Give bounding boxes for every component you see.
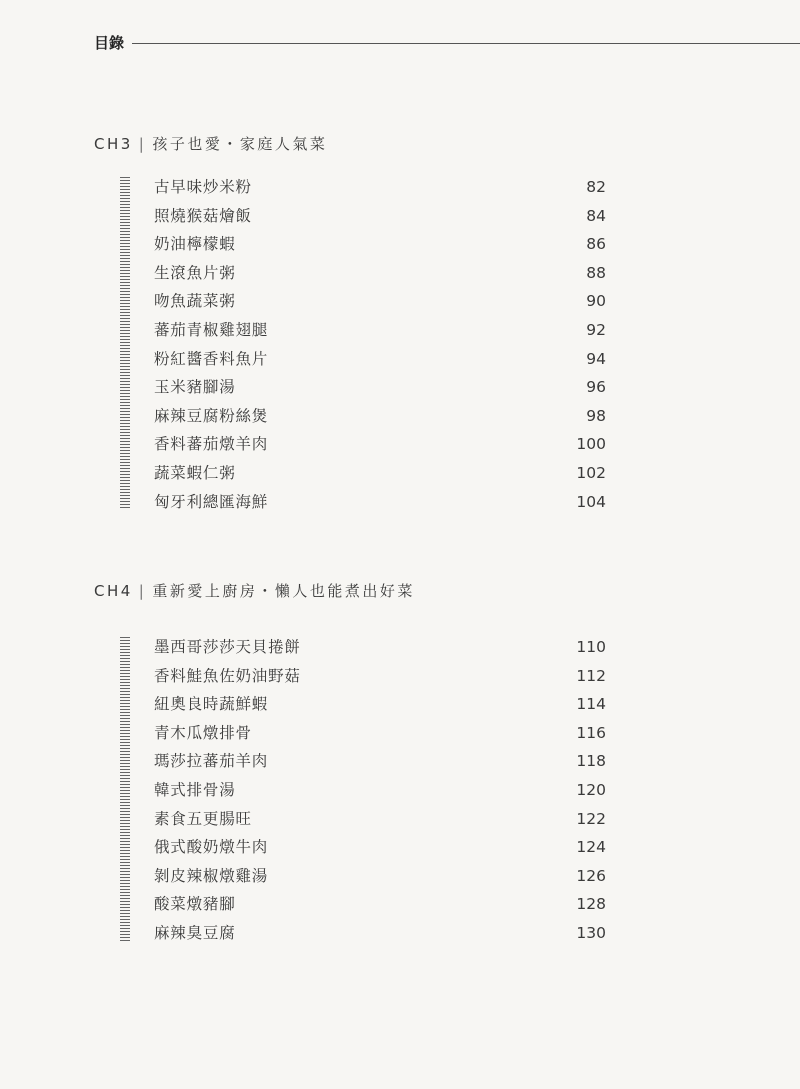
toc-entry[interactable] [154, 287, 606, 316]
header-rule [132, 43, 800, 44]
toc-entry[interactable] [154, 833, 606, 862]
entry-title: 韓式排骨湯 [154, 780, 236, 799]
entry-page-number: 88 [586, 263, 606, 282]
toc-entry[interactable] [154, 173, 606, 202]
toc-list [154, 633, 606, 948]
entry-page-number: 122 [576, 809, 606, 828]
entry-title: 吻魚蔬菜粥 [154, 292, 236, 311]
toc-entry[interactable] [154, 459, 606, 488]
entry-title: 紐奧良時蔬鮮蝦 [154, 695, 269, 714]
entry-title: 青木瓜燉排骨 [154, 723, 252, 742]
chapter-section-ch4 [94, 580, 614, 945]
entry-title: 麻辣豆腐粉絲煲 [154, 406, 269, 425]
entry-title: 蕃茄青椒雞翅腿 [154, 320, 269, 339]
entry-page-number: 114 [576, 695, 606, 714]
entry-title: 瑪莎拉蕃茄羊肉 [154, 752, 269, 771]
toc-entry[interactable] [154, 430, 606, 459]
entry-title: 香料鮭魚佐奶油野菇 [154, 666, 301, 685]
toc-entry[interactable] [154, 890, 606, 919]
entry-page-number: 100 [576, 435, 606, 454]
header-title: 目錄 [94, 34, 125, 52]
entry-page-number: 126 [576, 866, 606, 885]
entry-page-number: 128 [576, 895, 606, 914]
entry-page-number: 86 [586, 235, 606, 254]
entry-title: 匈牙利總匯海鮮 [154, 492, 269, 511]
toc-entry[interactable] [154, 202, 606, 231]
entry-title: 蔬菜蝦仁粥 [154, 463, 236, 482]
entry-title: 香料蕃茄燉羊肉 [154, 435, 269, 454]
entry-title: 古早味炒米粉 [154, 178, 252, 196]
entry-page-number: 110 [576, 638, 606, 656]
entry-title: 剝皮辣椒燉雞湯 [154, 866, 269, 885]
entry-page-number: 98 [586, 406, 606, 425]
entry-page-number: 82 [586, 178, 606, 196]
toc-entry[interactable] [154, 230, 606, 259]
toc-entry[interactable] [154, 690, 606, 719]
chapter-separator: | [138, 135, 147, 153]
entry-page-number: 120 [576, 780, 606, 799]
entry-title: 生滾魚片粥 [154, 263, 236, 282]
toc-entry[interactable] [154, 633, 606, 662]
toc-entry[interactable] [154, 805, 606, 834]
entry-page-number: 104 [576, 492, 606, 511]
toc-entry[interactable] [154, 402, 606, 431]
toc-entry[interactable] [154, 662, 606, 691]
entry-page-number: 118 [576, 752, 606, 771]
chapter-heading [94, 580, 415, 601]
entry-page-number: 102 [576, 463, 606, 482]
chapter-title: 孩子也愛・家庭人氣菜 [152, 135, 328, 153]
entry-page-number: 116 [576, 723, 606, 742]
entry-title: 麻辣臭豆腐 [154, 923, 236, 942]
entry-title: 粉紅醬香料魚片 [154, 349, 269, 368]
entry-title: 照燒猴菇燴飯 [154, 206, 252, 225]
entry-page-number: 112 [576, 666, 606, 685]
toc-entry[interactable] [154, 862, 606, 891]
entry-page-number: 130 [576, 923, 606, 942]
toc-list [154, 173, 606, 516]
chapter-code: CH3 [94, 135, 133, 153]
chapter-code: CH4 [94, 582, 133, 600]
entry-page-number: 124 [576, 838, 606, 857]
entry-page-number: 92 [586, 320, 606, 339]
chapter-heading [94, 133, 327, 154]
chapter-separator: | [138, 582, 147, 600]
toc-entry[interactable] [154, 719, 606, 748]
entry-page-number: 96 [586, 378, 606, 397]
toc-entry[interactable] [154, 316, 606, 345]
toc-entry[interactable] [154, 776, 606, 805]
decorative-ruler [120, 177, 130, 510]
entry-title: 素食五更腸旺 [154, 809, 252, 828]
decorative-ruler [120, 637, 130, 941]
entry-title: 酸菜燉豬腳 [154, 895, 236, 914]
toc-entry[interactable] [154, 919, 606, 948]
page-header [94, 32, 800, 54]
entry-title: 奶油檸檬蝦 [154, 235, 236, 254]
chapter-section-ch3 [94, 133, 614, 513]
toc-entry[interactable] [154, 747, 606, 776]
entry-title: 玉米豬腳湯 [154, 378, 236, 397]
entry-page-number: 94 [586, 349, 606, 368]
toc-entry[interactable] [154, 373, 606, 402]
entry-title: 俄式酸奶燉牛肉 [154, 838, 269, 857]
toc-entry[interactable] [154, 488, 606, 517]
chapter-title: 重新愛上廚房・懶人也能煮出好菜 [152, 582, 415, 600]
toc-entry[interactable] [154, 345, 606, 374]
entry-page-number: 90 [586, 292, 606, 311]
entry-title: 墨西哥莎莎天貝捲餅 [154, 638, 301, 656]
toc-entry[interactable] [154, 259, 606, 288]
entry-page-number: 84 [586, 206, 606, 225]
